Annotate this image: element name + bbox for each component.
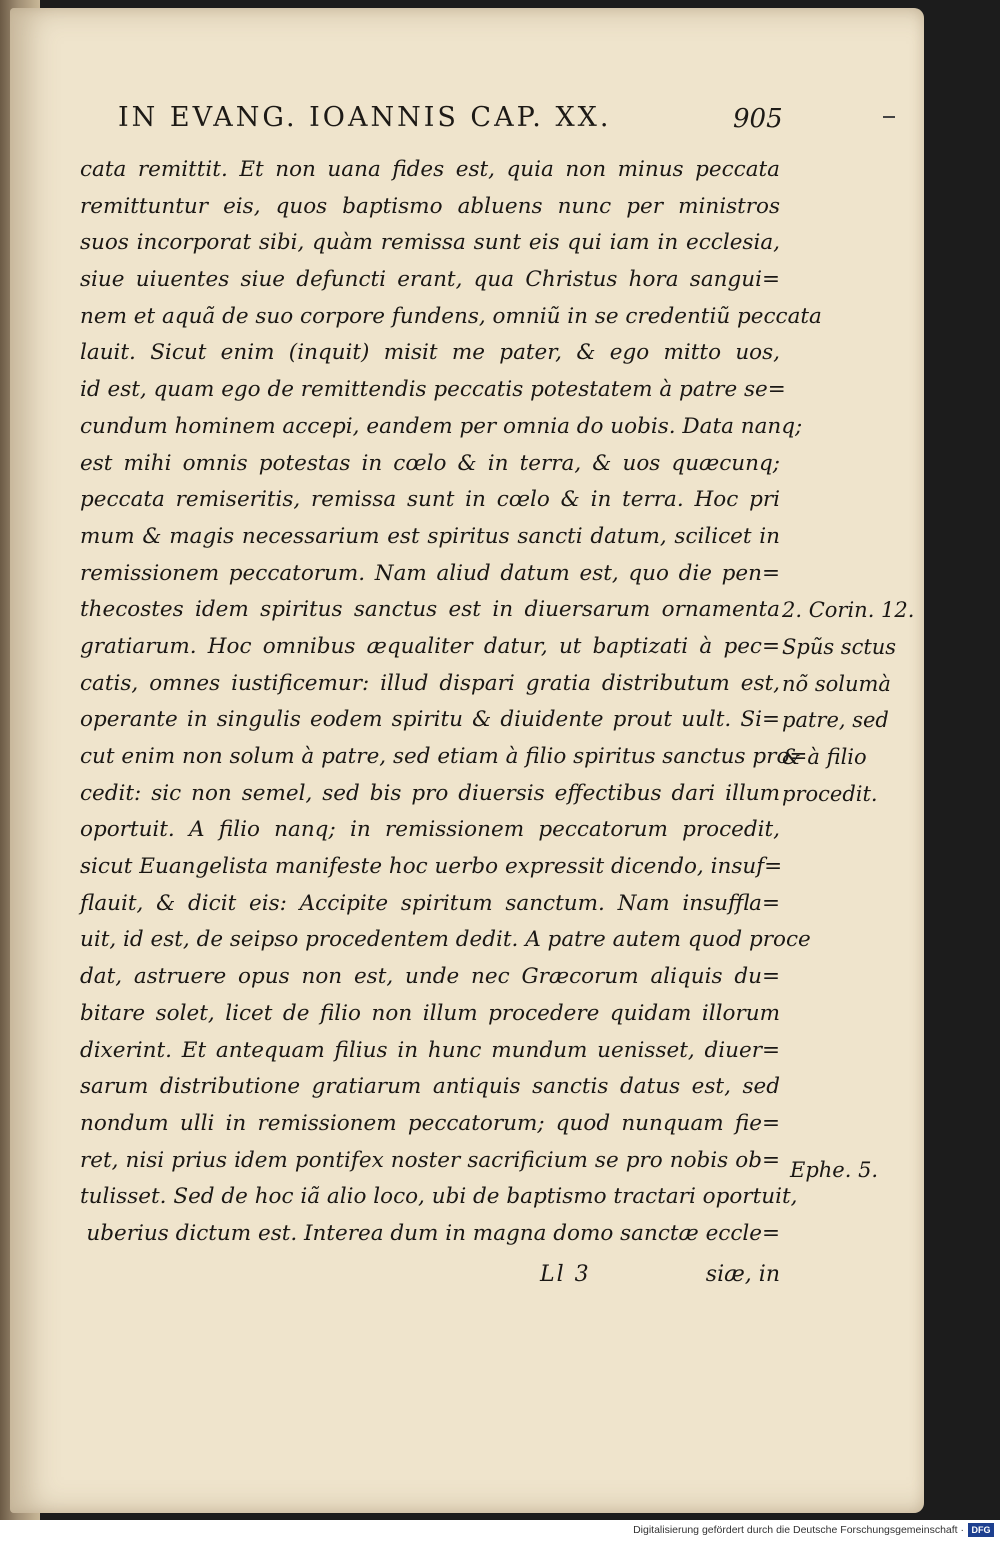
text-line: remissionem peccatorum. Nam aliud datum est, quo die pen= bbox=[80, 560, 780, 586]
text-line: uberius dictum est. Interea dum in magna domo sanctæ eccle= bbox=[86, 1220, 780, 1246]
text-line: sarum distributione gratiarum antiquis sanctis datus est, sed bbox=[80, 1074, 780, 1100]
footer-bar bbox=[0, 1520, 1000, 1541]
signature-mark: Ll 3 bbox=[540, 1262, 591, 1287]
text-line: tulisset. Sed de hoc iã alio loco, ubi de baptismo tractari oportuit, bbox=[80, 1184, 798, 1210]
text-line: dat, astruere opus non est, unde nec Græcorum aliquis du= bbox=[80, 964, 780, 990]
text-line: cedit: sic non semel, sed bis pro diuersis effectibus dari illum bbox=[80, 780, 780, 806]
page-number: 905 bbox=[733, 104, 783, 134]
text-line: dixerint. Et antequam filius in hunc mundum uenisset, diuer= bbox=[80, 1037, 780, 1063]
text-line: remittuntur eis, quos baptismo abluens nunc per ministros bbox=[80, 193, 780, 219]
margin-note-line: Spũs sctus bbox=[782, 635, 897, 659]
text-line: ret, nisi prius idem pontifex noster sacrificium se pro nobis ob= bbox=[80, 1147, 780, 1173]
text-line: catis, omnes iustificemur: illud dispari gratia distributum est, bbox=[80, 670, 780, 696]
margin-note-line: & à filio bbox=[782, 745, 867, 770]
text-line: cut enim non solum à patre, sed etiam à filio spiritus sanctus pro= bbox=[80, 744, 808, 769]
text-line: est mihi omnis potestas in cœlo & in terra, & uos quæcunq; bbox=[80, 450, 780, 476]
margin-ref-ephesians: Ephe. 5. bbox=[790, 1158, 879, 1182]
margin-note-spiritus bbox=[782, 629, 896, 813]
text-line: bitare solet, licet de filio non illum procedere quidam illorum bbox=[80, 1000, 780, 1026]
margin-note-line: patre, sed bbox=[782, 708, 889, 733]
catchword: siæ, in bbox=[705, 1262, 780, 1287]
text-line: cata remittit. Et non uana fides est, quia non minus peccata bbox=[80, 157, 780, 182]
dfg-logo: DFG bbox=[968, 1523, 994, 1537]
margin-ref-corinthians: 2. Corin. 12. bbox=[782, 598, 915, 622]
text-line: cundum hominem accepi, eandem per omnia do uobis. Data nanq; bbox=[80, 413, 803, 439]
margin-note-line: procedit. bbox=[782, 781, 878, 806]
text-line: nem et aquã de suo corpore fundens, omniũ in se credentiũ peccata bbox=[80, 303, 822, 329]
text-line: uit, id est, de seipso procedentem dedit. A patre autem quod proce bbox=[80, 927, 811, 953]
text-line: gratiarum. Hoc omnibus æqualiter datur, ut baptizati à pec= bbox=[80, 633, 780, 659]
catchline bbox=[540, 1262, 780, 1298]
text-line: siue uiuentes siue defuncti erant, qua Christus hora sangui= bbox=[80, 267, 780, 293]
text-line: flauit, & dicit eis: Accipite spiritum sanctum. Nam insuffla= bbox=[80, 890, 780, 916]
text-line: operante in singulis eodem spiritu & diuidente prout uult. Si= bbox=[80, 707, 780, 733]
text-line: oportuit. A filio nanq; in remissionem peccatorum procedit, bbox=[80, 817, 780, 843]
text-line: thecostes idem spiritus sanctus est in diuersarum ornamenta bbox=[80, 597, 780, 623]
running-title: IN EVANG. IOANNIS CAP. XX. bbox=[118, 102, 612, 133]
text-line: nondum ulli in remissionem peccatorum; quod nunquam fie= bbox=[80, 1110, 780, 1136]
header-dash bbox=[883, 116, 895, 118]
text-line: lauit. Sicut enim (inquit) misit me pater, & ego mitto uos, bbox=[80, 340, 780, 366]
text-line: mum & magis necessarium est spiritus sancti datum, scilicet in bbox=[80, 523, 780, 549]
text-line: suos incorporat sibi, quàm remissa sunt eis qui iam in ecclesia, bbox=[80, 230, 780, 256]
text-line: peccata remiseritis, remissa sunt in cœlo & in terra. Hoc pri bbox=[80, 487, 780, 513]
main-text-block bbox=[80, 152, 822, 1253]
funding-credit: Digitalisierung gefördert durch die Deutsche Forschungsgemeinschaft · bbox=[633, 1524, 964, 1536]
text-line: sicut Euangelista manifeste hoc uerbo expressit dicendo, insuf= bbox=[80, 854, 783, 880]
running-header bbox=[118, 102, 888, 142]
margin-note-line: nõ solumà bbox=[782, 671, 891, 696]
text-line: id est, quam ego de remittendis peccatis potestatem à patre se= bbox=[80, 377, 786, 403]
